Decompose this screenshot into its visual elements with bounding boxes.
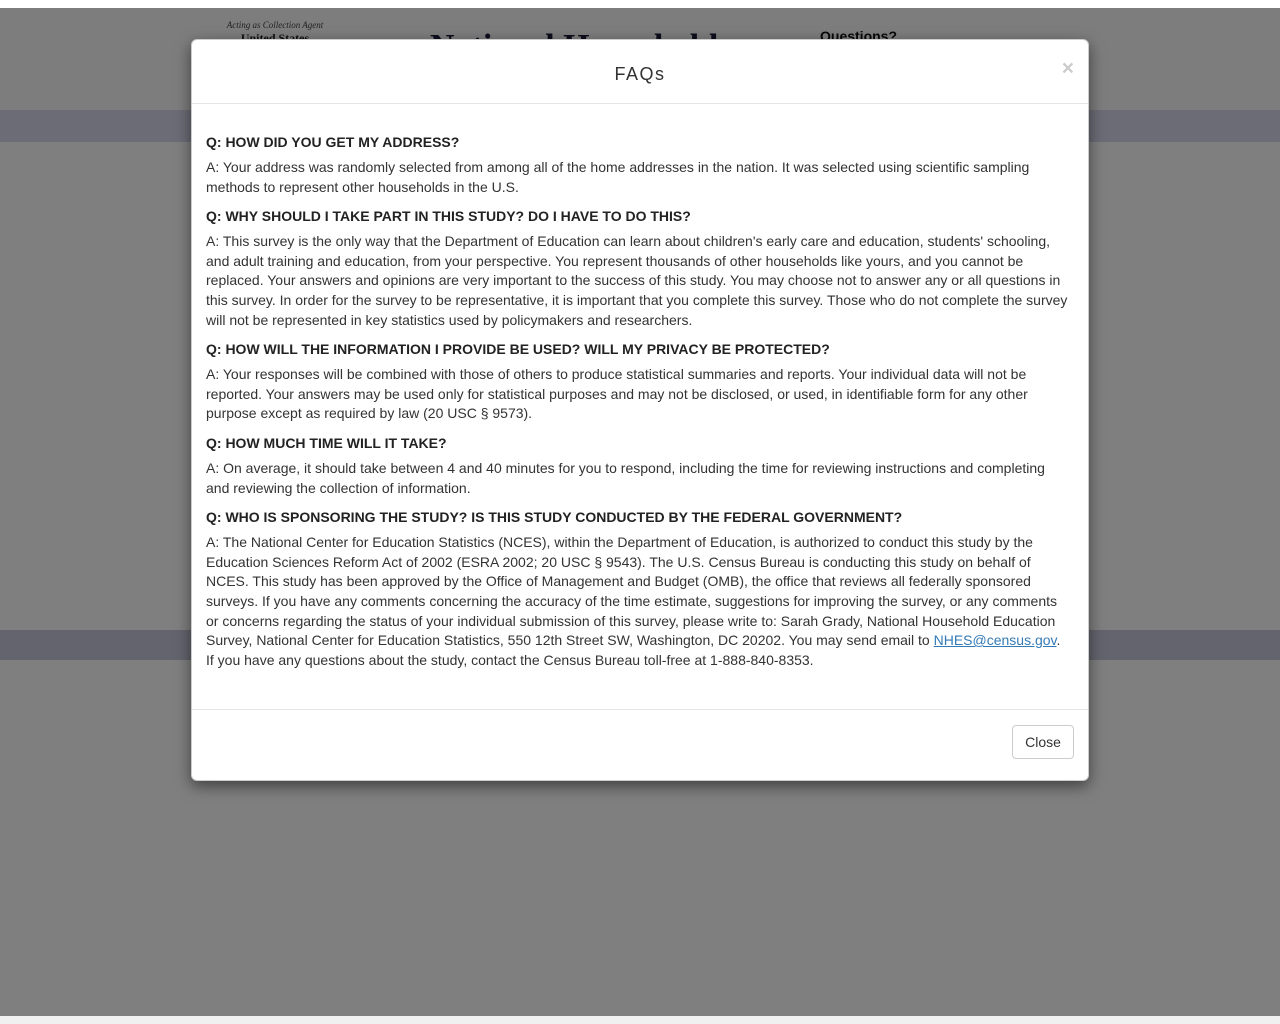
- faq-item-privacy: [206, 339, 1072, 424]
- faq-question: Q: HOW MUCH TIME WILL IT TAKE?: [206, 434, 447, 451]
- faq-answer: A: This survey is the only way that the Department of Education can learn about children's early care and education, students' schooling, and adult training and education, from your perspective. You represent thousands of other households like yours, and you cannot be replaced. Your answers and opinions are very important to the success of this study. You may choose not to answer any or all questions in this survey. In order for the survey to be representative, it is important that you complete this survey. Those who do not complete the survey will not be represented in key statistics used by policymakers and researchers.: [206, 233, 1068, 328]
- faq-item-why-participate: [206, 206, 1072, 330]
- close-button[interactable]: Close: [1012, 725, 1074, 759]
- faq-item-sponsor: [206, 507, 1072, 670]
- faq-answer-text: A: The National Center for Education Statistics (NCES), within the Department of Education, is authorized to conduct this study by the Education Sciences Reform Act of 2002 (ESRA 2002; 20 USC § 9543). The U.S. Census Bureau is conducting this study on behalf of NCES. This study has been approved by the Office of Management and Budget (OMB), the office that reviews all federally sponsored surveys. If you have any comments concerning the accuracy of the time estimate, suggestions for improving the survey, or any comments or concerns regarding the status of your individual submission of this survey, please write to: Sarah Grady, National Household Education Survey, National Center for Education Statistics, 550 12th Street SW, Washington, DC 20202. You may send email to: [206, 534, 1058, 649]
- faq-answer-text-end: . If you have any questions about the study, contact the Census Bureau toll-free at 1-888-840-8353.: [206, 632, 1061, 668]
- modal-body: [206, 132, 1072, 679]
- modal-header: [192, 40, 1088, 104]
- faq-modal: [191, 39, 1089, 781]
- bottom-strip: [0, 1016, 1280, 1024]
- faq-question: Q: HOW DID YOU GET MY ADDRESS?: [206, 134, 460, 150]
- faq-answer: A: On average, it should take between 4 and 40 minutes for you to respond, including the time for reviewing instructions and completing and reviewing the collection of information.: [206, 459, 1045, 496]
- faq-question: Q: WHY SHOULD I TAKE PART IN THIS STUDY? DO I HAVE TO DO THIS?: [206, 208, 691, 225]
- modal-footer: [192, 709, 1088, 780]
- faq-answer: A: Your responses will be combined with those of others to produce statistical summaries and reports. Your individual data will not be reported. Your answers may be used only for statistical purposes and may not be disclosed, or used, in identifiable form for any other purpose except as required by law (20 USC § 9573).: [206, 366, 1028, 422]
- email-link[interactable]: NHES@census.gov: [933, 632, 1057, 649]
- faq-answer: [206, 533, 1072, 670]
- faq-item-address: [206, 132, 1072, 197]
- modal-title: FAQs: [614, 64, 666, 84]
- faq-question: Q: HOW WILL THE INFORMATION I PROVIDE BE USED? WILL MY PRIVACY BE PROTECTED?: [206, 341, 830, 358]
- faq-answer: A: Your address was randomly selected from among all of the home addresses in the nation. It was selected using scientific sampling methods to represent other households in the U.S.: [206, 159, 1030, 195]
- top-strip: [0, 0, 1280, 8]
- faq-question: Q: WHO IS SPONSORING THE STUDY? IS THIS STUDY CONDUCTED BY THE FEDERAL GOVERNMENT?: [206, 509, 903, 526]
- close-icon[interactable]: ×: [1061, 57, 1074, 80]
- faq-item-time: [206, 433, 1072, 498]
